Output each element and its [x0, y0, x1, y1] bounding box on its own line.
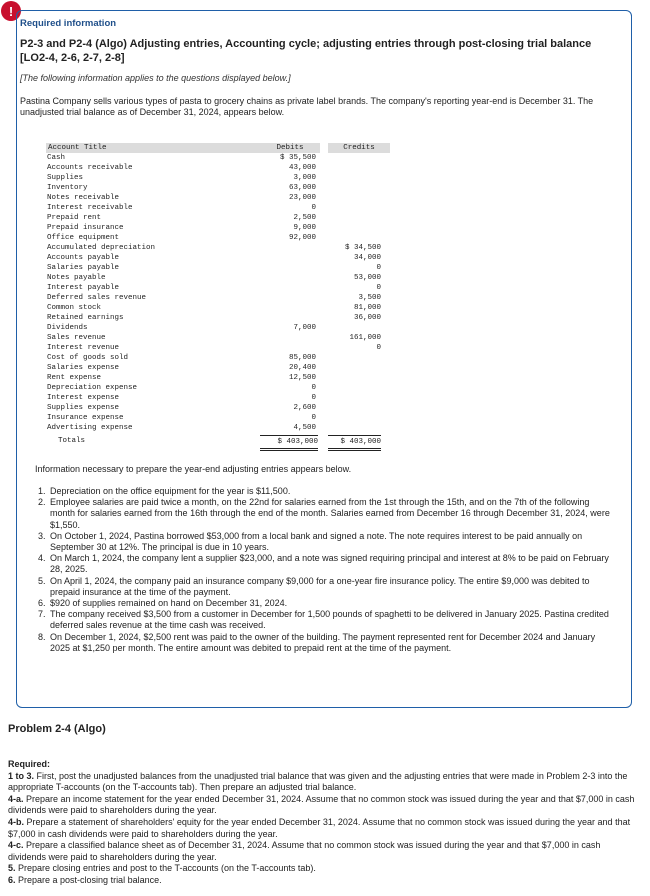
list-item-text: Depreciation on the office equipment for the year is $11,500. — [50, 486, 291, 496]
debit-amount: 0 — [311, 394, 316, 402]
required-item — [8, 863, 640, 875]
alert-icon: ! — [1, 1, 21, 21]
list-item — [38, 576, 610, 598]
table-row — [28, 243, 390, 253]
required-item-number: 1 to 3. — [8, 770, 35, 781]
table-row — [28, 173, 390, 183]
table-row — [28, 203, 390, 213]
debit-amount: 2,500 — [293, 214, 316, 222]
totals-label: Totals — [58, 437, 86, 445]
header-debits: Debits — [260, 143, 320, 153]
debit-amount: 0 — [311, 204, 316, 212]
required-item — [8, 840, 640, 863]
table-row — [28, 373, 390, 383]
account-title: Rent expense — [47, 374, 102, 382]
company-intro: Pastina Company sells various types of pasta to grocery chains as private label brands. The company's reporting year-end is December 31. The unadjusted trial balance as of December 31, 2024, appears below. — [20, 96, 594, 117]
debit-amount: 63,000 — [288, 184, 316, 192]
list-item — [38, 632, 610, 654]
account-title: Accounts receivable — [47, 164, 133, 172]
list-item-number: 1. — [38, 486, 46, 496]
required-item-text: First, post the unadjusted balances from the unadjusted trial balance that was given and the adjusting entries that were made in Problem 2-3 into the appropriate T-accounts (on the T-accounts tab). Then prepare an adjusted trial balance. — [8, 770, 628, 793]
problem-set-title: P2-3 and P2-4 (Algo) Adjusting entries, Accounting cycle; adjusting entries through post-closing trial balance [LO2-4, 2-6, 2-7, 2-8] — [20, 38, 592, 64]
table-row — [28, 303, 390, 313]
table-row — [28, 353, 390, 363]
debit-amount: 85,000 — [288, 354, 316, 362]
account-title: Supplies expense — [47, 404, 120, 412]
table-row — [28, 423, 390, 433]
account-title: Interest receivable — [47, 204, 133, 212]
list-item-text: $920 of supplies remained on hand on December 31, 2024. — [50, 598, 288, 609]
list-item — [38, 598, 610, 609]
account-title: Prepaid rent — [47, 214, 102, 222]
required-item-number: 4-a. — [8, 793, 24, 804]
required-item-number: 5. — [8, 863, 16, 874]
table-row — [28, 183, 390, 193]
account-title: Cash — [47, 154, 66, 162]
account-title: Accumulated depreciation — [47, 244, 156, 252]
totals-credit: $ 403,000 — [328, 435, 381, 451]
table-row — [28, 383, 390, 393]
required-items — [8, 771, 640, 887]
table-row — [28, 233, 390, 243]
trial-balance-rows — [28, 153, 390, 433]
account-title: Common stock — [47, 304, 102, 312]
account-title: Depreciation expense — [47, 384, 138, 392]
list-item — [38, 486, 610, 497]
header-credits: Credits — [328, 143, 390, 153]
required-item-text: Prepare a classified balance sheet as of December 31, 2024. Assume that no common stock was issued during the year and that $7,000 in cash dividends were paid to shareholders during the year. — [8, 840, 601, 862]
required-item-text: Prepare an income statement for the year ended December 31, 2024. Assume that no common stock was issued during the year and that $7,000 in cash dividends were paid to shareholders during the year. — [8, 793, 635, 816]
table-row — [28, 153, 390, 163]
list-item-number: 2. — [38, 497, 46, 508]
account-title: Retained earnings — [47, 314, 124, 322]
account-title: Salaries payable — [47, 264, 120, 272]
list-item — [38, 609, 610, 631]
table-row — [28, 343, 390, 353]
account-title: Interest expense — [47, 394, 120, 402]
required-item-text: Prepare a post-closing trial balance. — [15, 874, 162, 885]
required-item-number: 6. — [8, 874, 16, 885]
account-title: Inventory — [47, 184, 88, 192]
problem-title: Problem 2-4 (Algo) — [8, 723, 106, 735]
credit-amount: 3,500 — [358, 294, 381, 302]
required-item-text: Prepare a statement of shareholders' equity for the year ended December 31, 2024. Assume that no common stock was issued during the year and that $7,000 in cash dividends were paid to shareholders during the year. — [8, 816, 631, 839]
credit-amount: 0 — [376, 284, 381, 292]
required-label: Required: — [8, 759, 51, 769]
list-item — [38, 497, 610, 531]
account-title: Interest payable — [47, 284, 120, 292]
list-item-number: 3. — [38, 530, 46, 541]
account-title: Interest revenue — [47, 344, 120, 352]
required-item-number: 4-b. — [8, 816, 25, 827]
credit-amount: 34,000 — [353, 254, 381, 262]
list-item-text: Employee salaries are paid twice a month, on the 22nd for salaries earned from the 1st through the 15th, and on the 7th of the following month for salaries earned from the 16th through the end of the month. Salaries earned from December 16 through December 31, 2024, were $1,550. — [50, 497, 610, 530]
account-title: Prepaid insurance — [47, 224, 124, 232]
list-item-text: On October 1, 2024, Pastina borrowed $53,000 from a local bank and signed a note. The note requires interest to be paid annually on September 30 at 12%. The principal is due in 10 years. — [50, 530, 583, 553]
debit-amount: 7,000 — [293, 324, 316, 332]
adjusting-info-list — [38, 486, 610, 654]
list-item-number: 7. — [38, 609, 46, 620]
credit-amount: 0 — [376, 344, 381, 352]
table-row — [28, 213, 390, 223]
account-title: Dividends — [47, 324, 88, 332]
table-row — [28, 163, 390, 173]
account-title: Salaries expense — [47, 364, 120, 372]
account-title: Sales revenue — [47, 334, 106, 342]
account-title: Notes receivable — [47, 194, 120, 202]
debit-amount: $ 35,500 — [279, 154, 316, 162]
list-item-number: 8. — [38, 631, 46, 642]
trial-balance-totals-row — [28, 435, 390, 447]
required-information-heading: Required information — [20, 18, 117, 29]
debit-amount: 43,000 — [288, 164, 316, 172]
required-item — [8, 875, 640, 887]
credit-amount: 0 — [376, 264, 381, 272]
required-item-text: Prepare closing entries and post to the T-accounts (on the T-accounts tab). — [15, 863, 316, 874]
debit-amount: 12,500 — [288, 374, 316, 382]
required-item-number: 4-c. — [8, 840, 24, 851]
table-row — [28, 253, 390, 263]
required-section — [8, 759, 640, 887]
debit-amount: 3,000 — [293, 174, 316, 182]
totals-debit: $ 403,000 — [260, 435, 318, 451]
list-item-number: 6. — [38, 598, 46, 609]
table-row — [28, 333, 390, 343]
account-title: Deferred sales revenue — [47, 294, 147, 302]
account-title: Notes payable — [47, 274, 106, 282]
list-item-text: The company received $3,500 from a customer in December for 1,500 pounds of spaghetti to be delivered in January 2025. Pastina credited deferred sales revenue at the time cash was received. — [50, 609, 609, 631]
table-row — [28, 193, 390, 203]
required-item — [8, 771, 640, 794]
adjusting-info-intro: Information necessary to prepare the year-end adjusting entries appears below. — [35, 464, 352, 474]
list-item-text: On December 1, 2024, $2,500 rent was paid to the owner of the building. The payment represented rent for December 2024 and January 2025 at $1,250 per month. The entire amount was debited to prepaid rent at the time of the payment. — [50, 631, 596, 653]
credit-amount: $ 34,500 — [344, 244, 381, 252]
list-item — [38, 553, 610, 575]
account-title: Office equipment — [47, 234, 120, 242]
table-row — [28, 263, 390, 273]
table-row — [28, 223, 390, 233]
table-row — [28, 293, 390, 303]
list-item-number: 4. — [38, 553, 46, 564]
debit-amount: 20,400 — [288, 364, 316, 372]
required-item — [8, 794, 640, 817]
debit-amount: 0 — [311, 414, 316, 422]
debit-amount: 23,000 — [288, 194, 316, 202]
debit-amount: 9,000 — [293, 224, 316, 232]
header-account-title: Account Title — [46, 143, 260, 153]
trial-balance-header — [28, 143, 390, 153]
table-row — [28, 363, 390, 373]
list-item-text: On April 1, 2024, the company paid an insurance company $9,000 for a one-year fire insurance policy. The entire $9,000 was debited to prepaid insurance at the time of the payment. — [50, 575, 590, 597]
table-row — [28, 313, 390, 323]
credit-amount: 53,000 — [353, 274, 381, 282]
table-row — [28, 393, 390, 403]
account-title: Advertising expense — [47, 424, 133, 432]
table-row — [28, 403, 390, 413]
debit-amount: 4,500 — [293, 424, 316, 432]
table-row — [28, 323, 390, 333]
account-title: Insurance expense — [47, 414, 124, 422]
list-item-text: On March 1, 2024, the company lent a supplier $23,000, and a note was signed requiring principal and interest at 8% to be paid on February 28, 2025. — [50, 553, 609, 575]
required-item — [8, 817, 640, 840]
debit-amount: 2,600 — [293, 404, 316, 412]
credit-amount: 81,000 — [353, 304, 381, 312]
unadjusted-trial-balance — [28, 143, 390, 447]
account-title: Cost of goods sold — [47, 354, 129, 362]
table-row — [28, 283, 390, 293]
credit-amount: 36,000 — [353, 314, 381, 322]
debit-amount: 0 — [311, 384, 316, 392]
table-row — [28, 273, 390, 283]
debit-amount: 92,000 — [288, 234, 316, 242]
account-title: Supplies — [47, 174, 84, 182]
credit-amount: 161,000 — [349, 334, 381, 342]
applies-note: [The following information applies to the questions displayed below.] — [20, 73, 291, 83]
table-row — [28, 413, 390, 423]
list-item-number: 5. — [38, 575, 46, 586]
account-title: Accounts payable — [47, 254, 120, 262]
list-item — [38, 531, 610, 553]
